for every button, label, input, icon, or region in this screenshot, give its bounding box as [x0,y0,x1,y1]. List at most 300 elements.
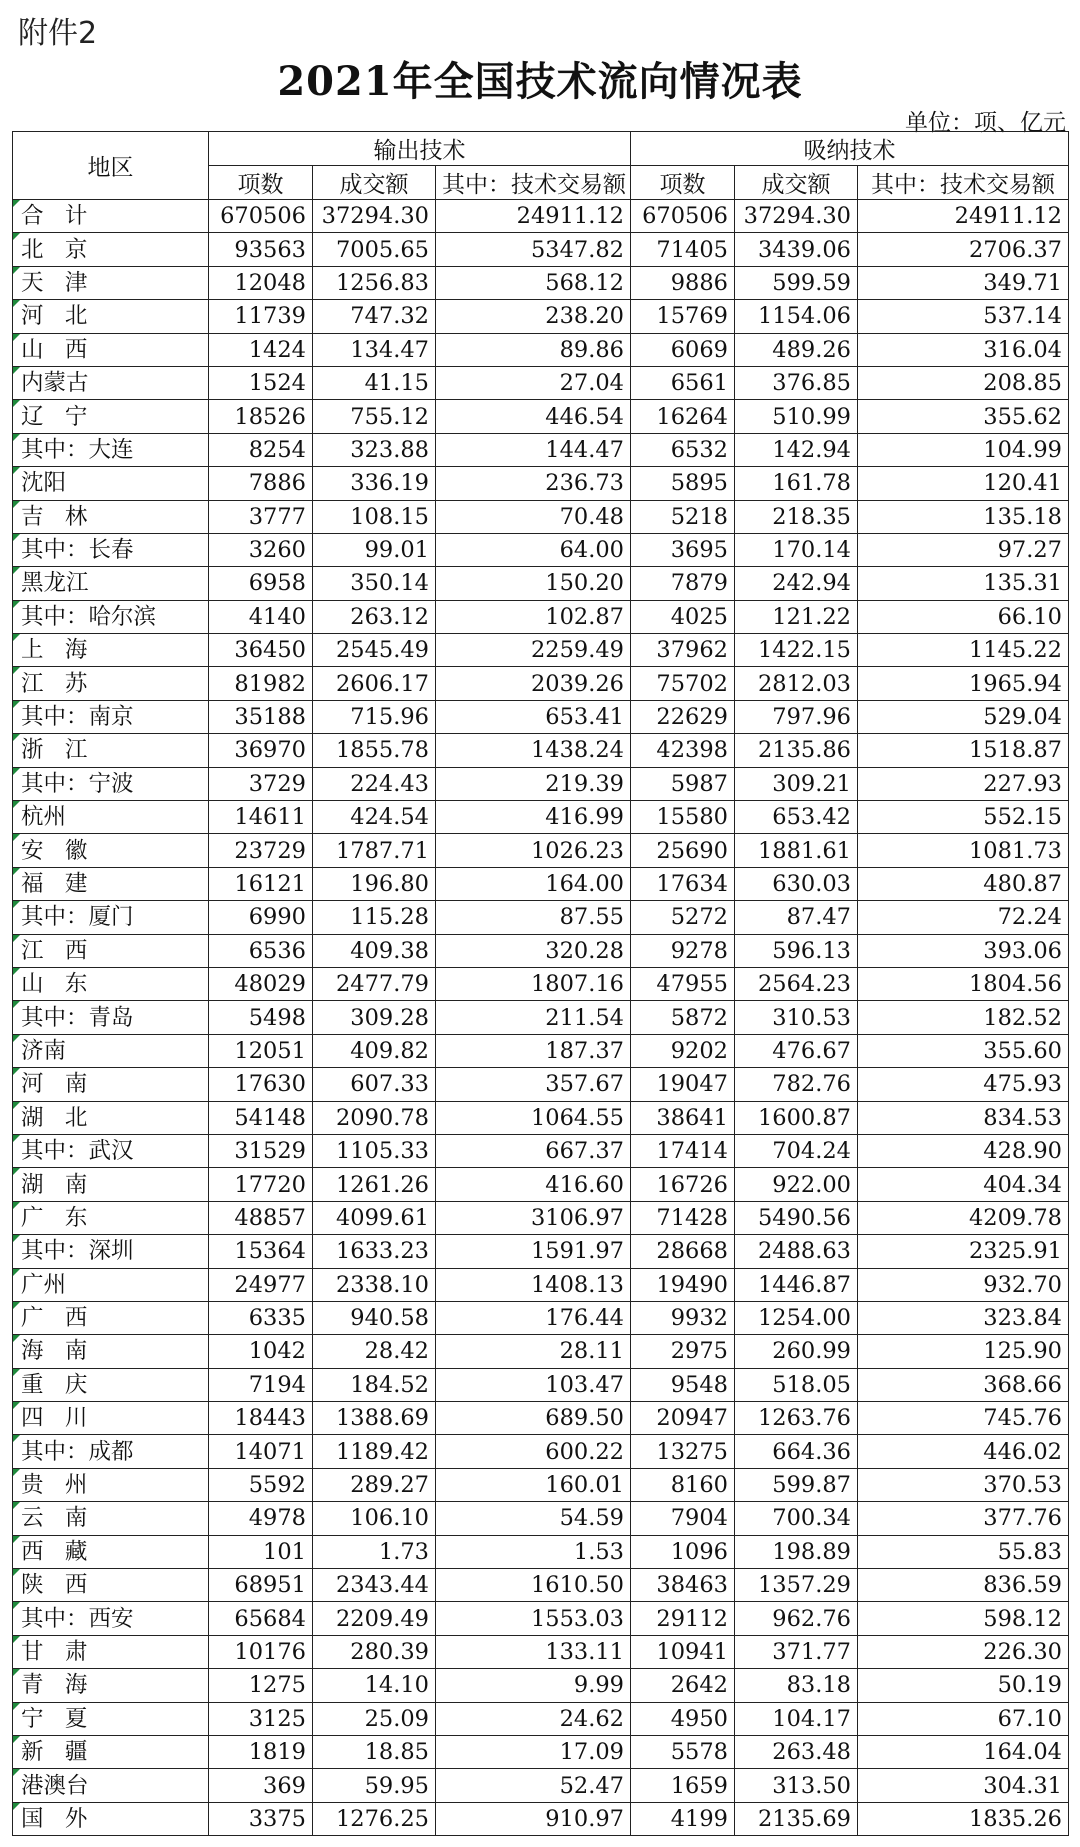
cell-absorb-count: 47955 [631,967,735,1000]
cell-absorb-count: 6532 [631,433,735,466]
table-row [13,1602,1069,1635]
cell-absorb-count: 8160 [631,1468,735,1501]
cell-output-amount: 1787.71 [313,834,436,867]
cell-region: 山东 [13,967,209,1000]
cell-absorb-tech-amount: 836.59 [858,1569,1069,1602]
cell-output-tech-amount: 1026.23 [436,834,631,867]
cell-output-count: 17630 [209,1068,313,1101]
cell-output-amount: 2090.78 [313,1101,436,1134]
cell-absorb-count: 22629 [631,700,735,733]
cell-absorb-amount: 2135.69 [735,1802,858,1835]
cell-absorb-count: 5872 [631,1001,735,1034]
cell-absorb-amount: 371.77 [735,1635,858,1668]
cell-absorb-tech-amount: 368.66 [858,1368,1069,1401]
table-row [13,1034,1069,1067]
cell-absorb-count: 71428 [631,1201,735,1234]
cell-region: 贵州 [13,1468,209,1501]
cell-output-tech-amount: 164.00 [436,867,631,900]
cell-region: 广西 [13,1301,209,1334]
cell-output-tech-amount: 144.47 [436,433,631,466]
table-row [13,1735,1069,1768]
cell-output-tech-amount: 653.41 [436,700,631,733]
table-row [13,1001,1069,1034]
cell-absorb-amount: 476.67 [735,1034,858,1067]
cell-output-tech-amount: 1408.13 [436,1268,631,1301]
cell-output-tech-amount: 3106.97 [436,1201,631,1234]
cell-absorb-tech-amount: 4209.78 [858,1201,1069,1234]
cell-output-count: 3729 [209,767,313,800]
cell-absorb-count: 17634 [631,867,735,900]
cell-absorb-amount: 1446.87 [735,1268,858,1301]
cell-region: 江苏 [13,667,209,700]
cell-region: 沈阳 [13,467,209,500]
cell-absorb-amount: 510.99 [735,400,858,433]
table-row [13,1535,1069,1568]
cell-absorb-tech-amount: 226.30 [858,1635,1069,1668]
cell-output-amount: 37294.30 [313,200,436,233]
cell-absorb-tech-amount: 72.24 [858,901,1069,934]
cell-region: 其中：厦门 [13,901,209,934]
cell-output-count: 6958 [209,567,313,600]
cell-absorb-tech-amount: 428.90 [858,1134,1069,1167]
table-row [13,1101,1069,1134]
cell-absorb-amount: 121.22 [735,600,858,633]
cell-output-amount: 715.96 [313,700,436,733]
cell-output-count: 81982 [209,667,313,700]
table-row [13,667,1069,700]
table-row [13,1301,1069,1334]
cell-absorb-count: 3695 [631,533,735,566]
cell-absorb-tech-amount: 2706.37 [858,233,1069,266]
cell-absorb-count: 10941 [631,1635,735,1668]
cell-region: 四川 [13,1402,209,1435]
cell-output-tech-amount: 150.20 [436,567,631,600]
table-row [13,801,1069,834]
cell-absorb-tech-amount: 1804.56 [858,967,1069,1000]
table-row [13,1435,1069,1468]
cell-output-amount: 323.88 [313,433,436,466]
cell-absorb-count: 5218 [631,500,735,533]
cell-absorb-count: 19490 [631,1268,735,1301]
table-header [13,132,1069,200]
cell-output-count: 48857 [209,1201,313,1234]
cell-absorb-count: 7904 [631,1502,735,1535]
table-row [13,1502,1069,1535]
cell-region: 宁夏 [13,1702,209,1735]
cell-output-tech-amount: 52.47 [436,1769,631,1802]
cell-absorb-amount: 797.96 [735,700,858,733]
cell-output-count: 48029 [209,967,313,1000]
cell-output-count: 7194 [209,1368,313,1401]
cell-output-amount: 2545.49 [313,634,436,667]
cell-output-tech-amount: 320.28 [436,934,631,967]
cell-absorb-tech-amount: 834.53 [858,1101,1069,1134]
cell-region: 北京 [13,233,209,266]
cell-output-amount: 747.32 [313,300,436,333]
cell-absorb-count: 28668 [631,1235,735,1268]
cell-absorb-count: 4025 [631,600,735,633]
cell-output-amount: 224.43 [313,767,436,800]
cell-absorb-amount: 596.13 [735,934,858,967]
cell-output-tech-amount: 103.47 [436,1368,631,1401]
cell-absorb-amount: 142.94 [735,433,858,466]
page-title: 2021年全国技术流向情况表 [277,58,803,105]
cell-output-count: 7886 [209,467,313,500]
cell-region: 福建 [13,867,209,900]
cell-absorb-tech-amount: 355.62 [858,400,1069,433]
cell-output-amount: 409.38 [313,934,436,967]
table-row [13,300,1069,333]
table-row [13,1468,1069,1501]
cell-output-tech-amount: 64.00 [436,533,631,566]
cell-output-count: 1424 [209,333,313,366]
cell-absorb-tech-amount: 120.41 [858,467,1069,500]
cell-output-amount: 99.01 [313,533,436,566]
cell-absorb-tech-amount: 1518.87 [858,734,1069,767]
cell-output-tech-amount: 17.09 [436,1735,631,1768]
cell-output-tech-amount: 187.37 [436,1034,631,1067]
table-row [13,934,1069,967]
cell-output-count: 36450 [209,634,313,667]
table-row [13,500,1069,533]
cell-region: 广州 [13,1268,209,1301]
cell-output-amount: 350.14 [313,567,436,600]
tech-flow-table [12,131,1069,1836]
cell-output-amount: 108.15 [313,500,436,533]
header-region: 地区 [13,132,209,200]
cell-absorb-count: 9278 [631,934,735,967]
cell-output-amount: 940.58 [313,1301,436,1334]
cell-absorb-tech-amount: 316.04 [858,333,1069,366]
cell-absorb-amount: 518.05 [735,1368,858,1401]
cell-absorb-tech-amount: 1081.73 [858,834,1069,867]
table-row [13,734,1069,767]
cell-output-amount: 14.10 [313,1669,436,1702]
cell-region: 其中：武汉 [13,1134,209,1167]
cell-output-count: 670506 [209,200,313,233]
cell-region: 青海 [13,1669,209,1702]
cell-absorb-tech-amount: 67.10 [858,1702,1069,1735]
cell-absorb-amount: 782.76 [735,1068,858,1101]
cell-absorb-tech-amount: 552.15 [858,801,1069,834]
cell-absorb-tech-amount: 2325.91 [858,1235,1069,1268]
table-row [13,967,1069,1000]
cell-output-amount: 196.80 [313,867,436,900]
table-row [13,901,1069,934]
cell-output-tech-amount: 1610.50 [436,1569,631,1602]
cell-output-tech-amount: 87.55 [436,901,631,934]
cell-output-tech-amount: 133.11 [436,1635,631,1668]
cell-absorb-count: 1659 [631,1769,735,1802]
cell-absorb-amount: 242.94 [735,567,858,600]
cell-absorb-tech-amount: 446.02 [858,1435,1069,1468]
table-row [13,266,1069,299]
cell-absorb-count: 2642 [631,1669,735,1702]
header-absorb: 吸纳技术 [631,132,1069,166]
header-absorb-count: 项数 [631,166,735,200]
table-row [13,1669,1069,1702]
cell-absorb-tech-amount: 182.52 [858,1001,1069,1034]
cell-region: 济南 [13,1034,209,1067]
cell-output-count: 6335 [209,1301,313,1334]
cell-output-count: 14071 [209,1435,313,1468]
cell-absorb-count: 4199 [631,1802,735,1835]
table-row [13,1702,1069,1735]
cell-absorb-amount: 260.99 [735,1335,858,1368]
cell-output-count: 54148 [209,1101,313,1134]
cell-output-count: 18526 [209,400,313,433]
cell-output-tech-amount: 910.97 [436,1802,631,1835]
cell-absorb-amount: 1422.15 [735,634,858,667]
table-body [13,200,1069,1836]
cell-output-amount: 1633.23 [313,1235,436,1268]
cell-region: 陕西 [13,1569,209,1602]
cell-absorb-tech-amount: 304.31 [858,1769,1069,1802]
cell-absorb-amount: 1254.00 [735,1301,858,1334]
table-row [13,1402,1069,1435]
cell-region: 吉林 [13,500,209,533]
cell-output-count: 24977 [209,1268,313,1301]
cell-absorb-amount: 309.21 [735,767,858,800]
header-output-count: 项数 [209,166,313,200]
cell-region: 其中：成都 [13,1435,209,1468]
header-output: 输出技术 [209,132,631,166]
cell-absorb-count: 6069 [631,333,735,366]
cell-region: 其中：青岛 [13,1001,209,1034]
cell-absorb-tech-amount: 1145.22 [858,634,1069,667]
cell-absorb-count: 38463 [631,1569,735,1602]
cell-absorb-count: 37962 [631,634,735,667]
cell-output-count: 68951 [209,1569,313,1602]
cell-absorb-count: 42398 [631,734,735,767]
cell-absorb-count: 2975 [631,1335,735,1368]
cell-absorb-count: 4950 [631,1702,735,1735]
cell-absorb-tech-amount: 404.34 [858,1168,1069,1201]
cell-absorb-amount: 3439.06 [735,233,858,266]
cell-region: 海南 [13,1335,209,1368]
cell-absorb-tech-amount: 475.93 [858,1068,1069,1101]
cell-output-count: 101 [209,1535,313,1568]
table-row [13,1134,1069,1167]
header-output-tech-amount: 其中：技术交易额 [436,166,631,200]
cell-absorb-amount: 1600.87 [735,1101,858,1134]
cell-output-tech-amount: 1591.97 [436,1235,631,1268]
cell-absorb-count: 9548 [631,1368,735,1401]
cell-absorb-amount: 310.53 [735,1001,858,1034]
cell-absorb-amount: 2488.63 [735,1235,858,1268]
cell-absorb-tech-amount: 97.27 [858,533,1069,566]
cell-absorb-amount: 313.50 [735,1769,858,1802]
header-absorb-amount: 成交额 [735,166,858,200]
cell-region: 其中：大连 [13,433,209,466]
table-row [13,1201,1069,1234]
cell-absorb-tech-amount: 598.12 [858,1602,1069,1635]
cell-output-tech-amount: 102.87 [436,600,631,633]
cell-output-tech-amount: 416.60 [436,1168,631,1201]
cell-absorb-count: 25690 [631,834,735,867]
cell-absorb-tech-amount: 164.04 [858,1735,1069,1768]
cell-absorb-amount: 653.42 [735,801,858,834]
table-row [13,400,1069,433]
cell-region: 杭州 [13,801,209,834]
cell-absorb-count: 5578 [631,1735,735,1768]
table-row [13,533,1069,566]
cell-region: 其中：长春 [13,533,209,566]
cell-region: 上海 [13,634,209,667]
cell-output-tech-amount: 54.59 [436,1502,631,1535]
table-row [13,1335,1069,1368]
cell-output-count: 369 [209,1769,313,1802]
cell-region: 西藏 [13,1535,209,1568]
table-row [13,700,1069,733]
table-row [13,1268,1069,1301]
cell-output-count: 1042 [209,1335,313,1368]
cell-output-amount: 1105.33 [313,1134,436,1167]
cell-region: 合计 [13,200,209,233]
cell-output-tech-amount: 416.99 [436,801,631,834]
cell-output-tech-amount: 1.53 [436,1535,631,1568]
cell-absorb-tech-amount: 66.10 [858,600,1069,633]
cell-absorb-amount: 704.24 [735,1134,858,1167]
cell-region: 云南 [13,1502,209,1535]
cell-region: 湖南 [13,1168,209,1201]
cell-absorb-amount: 37294.30 [735,200,858,233]
cell-output-tech-amount: 28.11 [436,1335,631,1368]
cell-output-tech-amount: 5347.82 [436,233,631,266]
cell-absorb-tech-amount: 480.87 [858,867,1069,900]
cell-absorb-count: 5272 [631,901,735,934]
table-row [13,1635,1069,1668]
cell-absorb-amount: 87.47 [735,901,858,934]
cell-output-tech-amount: 568.12 [436,266,631,299]
cell-output-amount: 409.82 [313,1034,436,1067]
table-row [13,366,1069,399]
table-row [13,200,1069,233]
cell-output-amount: 1256.83 [313,266,436,299]
cell-absorb-amount: 2812.03 [735,667,858,700]
cell-output-amount: 1.73 [313,1535,436,1568]
cell-output-count: 65684 [209,1602,313,1635]
cell-output-amount: 2209.49 [313,1602,436,1635]
cell-region: 湖北 [13,1101,209,1134]
cell-absorb-tech-amount: 537.14 [858,300,1069,333]
cell-output-tech-amount: 160.01 [436,1468,631,1501]
cell-region: 辽宁 [13,400,209,433]
cell-absorb-count: 19047 [631,1068,735,1101]
cell-absorb-amount: 664.36 [735,1435,858,1468]
cell-absorb-tech-amount: 355.60 [858,1034,1069,1067]
cell-region: 江西 [13,934,209,967]
cell-output-tech-amount: 667.37 [436,1134,631,1167]
cell-absorb-tech-amount: 227.93 [858,767,1069,800]
cell-absorb-count: 670506 [631,200,735,233]
cell-output-count: 10176 [209,1635,313,1668]
cell-region: 安徽 [13,834,209,867]
cell-absorb-count: 16726 [631,1168,735,1201]
cell-absorb-amount: 1357.29 [735,1569,858,1602]
cell-output-tech-amount: 24911.12 [436,200,631,233]
cell-absorb-amount: 599.59 [735,266,858,299]
cell-output-count: 4978 [209,1502,313,1535]
cell-absorb-count: 13275 [631,1435,735,1468]
cell-absorb-amount: 630.03 [735,867,858,900]
cell-output-amount: 280.39 [313,1635,436,1668]
cell-output-tech-amount: 600.22 [436,1435,631,1468]
cell-absorb-amount: 2564.23 [735,967,858,1000]
cell-output-amount: 289.27 [313,1468,436,1501]
cell-output-count: 6536 [209,934,313,967]
table-row [13,233,1069,266]
cell-absorb-count: 38641 [631,1101,735,1134]
cell-output-count: 1524 [209,366,313,399]
cell-absorb-amount: 170.14 [735,533,858,566]
cell-output-count: 17720 [209,1168,313,1201]
table-row [13,433,1069,466]
cell-output-tech-amount: 211.54 [436,1001,631,1034]
cell-output-amount: 607.33 [313,1068,436,1101]
cell-output-amount: 184.52 [313,1368,436,1401]
cell-output-amount: 2338.10 [313,1268,436,1301]
cell-output-count: 5592 [209,1468,313,1501]
cell-output-count: 31529 [209,1134,313,1167]
cell-output-amount: 263.12 [313,600,436,633]
cell-absorb-count: 7879 [631,567,735,600]
cell-output-tech-amount: 1553.03 [436,1602,631,1635]
cell-absorb-count: 9886 [631,266,735,299]
cell-absorb-count: 9932 [631,1301,735,1334]
cell-output-amount: 18.85 [313,1735,436,1768]
cell-absorb-count: 1096 [631,1535,735,1568]
cell-absorb-amount: 376.85 [735,366,858,399]
cell-output-count: 36970 [209,734,313,767]
cell-absorb-count: 29112 [631,1602,735,1635]
cell-region: 国外 [13,1802,209,1835]
cell-region: 其中：宁波 [13,767,209,800]
table-row [13,1569,1069,1602]
cell-output-amount: 41.15 [313,366,436,399]
cell-output-amount: 2606.17 [313,667,436,700]
cell-absorb-count: 16264 [631,400,735,433]
cell-output-count: 6990 [209,901,313,934]
cell-absorb-tech-amount: 135.31 [858,567,1069,600]
header-absorb-tech-amount: 其中：技术交易额 [858,166,1069,200]
cell-region: 重庆 [13,1368,209,1401]
cell-absorb-count: 5895 [631,467,735,500]
cell-output-count: 23729 [209,834,313,867]
cell-absorb-amount: 922.00 [735,1168,858,1201]
cell-region: 浙江 [13,734,209,767]
cell-output-tech-amount: 357.67 [436,1068,631,1101]
cell-absorb-amount: 1881.61 [735,834,858,867]
cell-absorb-amount: 700.34 [735,1502,858,1535]
cell-absorb-amount: 599.87 [735,1468,858,1501]
table-row [13,867,1069,900]
cell-absorb-count: 20947 [631,1402,735,1435]
cell-absorb-amount: 2135.86 [735,734,858,767]
cell-output-tech-amount: 70.48 [436,500,631,533]
cell-absorb-tech-amount: 745.76 [858,1402,1069,1435]
cell-output-tech-amount: 689.50 [436,1402,631,1435]
cell-region: 山西 [13,333,209,366]
cell-absorb-tech-amount: 370.53 [858,1468,1069,1501]
cell-output-amount: 28.42 [313,1335,436,1368]
table-row [13,333,1069,366]
cell-region: 港澳台 [13,1769,209,1802]
cell-output-tech-amount: 9.99 [436,1669,631,1702]
cell-absorb-amount: 104.17 [735,1702,858,1735]
cell-absorb-tech-amount: 1965.94 [858,667,1069,700]
cell-region: 内蒙古 [13,366,209,399]
